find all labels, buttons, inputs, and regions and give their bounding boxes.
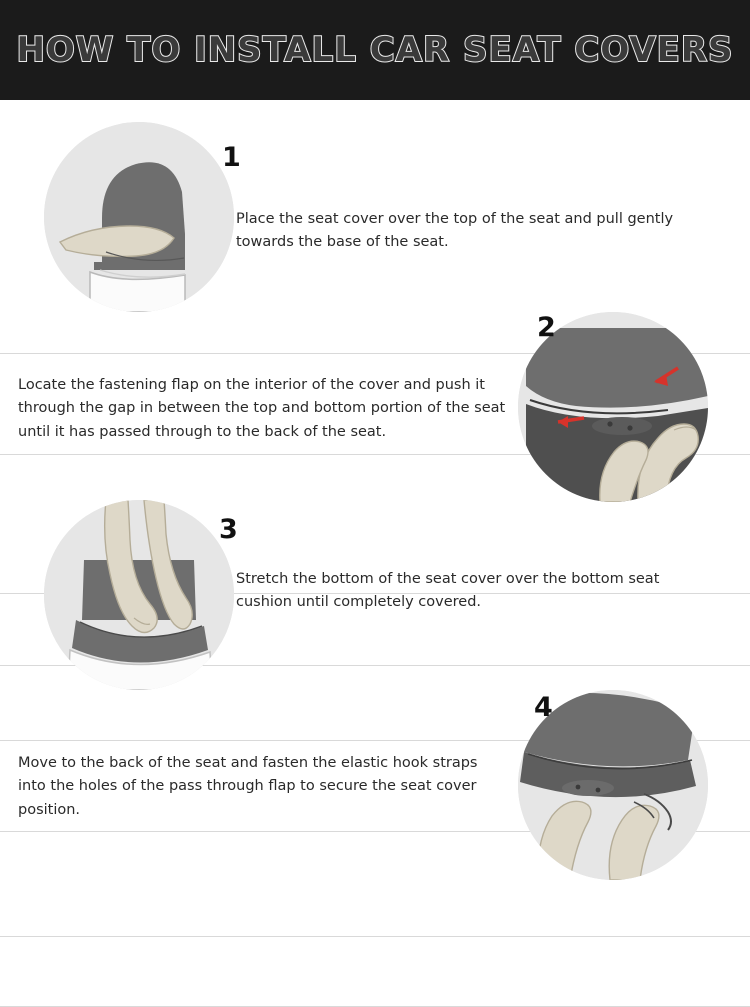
step-4 <box>0 690 750 880</box>
step-1-illustration <box>44 122 234 312</box>
step-3-illustration <box>44 500 234 690</box>
step-3-number: 3 <box>219 514 238 545</box>
step-2-number: 2 <box>537 312 556 343</box>
step-1-text: Place the seat cover over the top of the seat and pull gently towards the base of the seat. <box>236 211 674 251</box>
step-4-text: Move to the back of the seat and fasten the elastic hook straps into the holes of the pass through flap to secure the seat cover position. <box>18 755 478 818</box>
step-3 <box>0 500 750 690</box>
step-2-text: Locate the fastening flap on the interior of the cover and push it through the gap in between the top and bottom portion of the seat until it has passed through to the back of the seat. <box>18 377 506 440</box>
page-header <box>0 0 750 100</box>
step-4-number: 4 <box>534 692 553 723</box>
step-1 <box>0 122 750 312</box>
step-1-number: 1 <box>222 142 241 173</box>
divider-line <box>0 936 750 937</box>
step-3-text: Stretch the bottom of the seat cover over the bottom seat cushion until completely covered. <box>236 571 660 611</box>
step-2 <box>0 312 750 502</box>
steps-container <box>0 100 750 931</box>
page-title: HOW TO INSTALL CAR SEAT COVERS <box>16 30 734 70</box>
